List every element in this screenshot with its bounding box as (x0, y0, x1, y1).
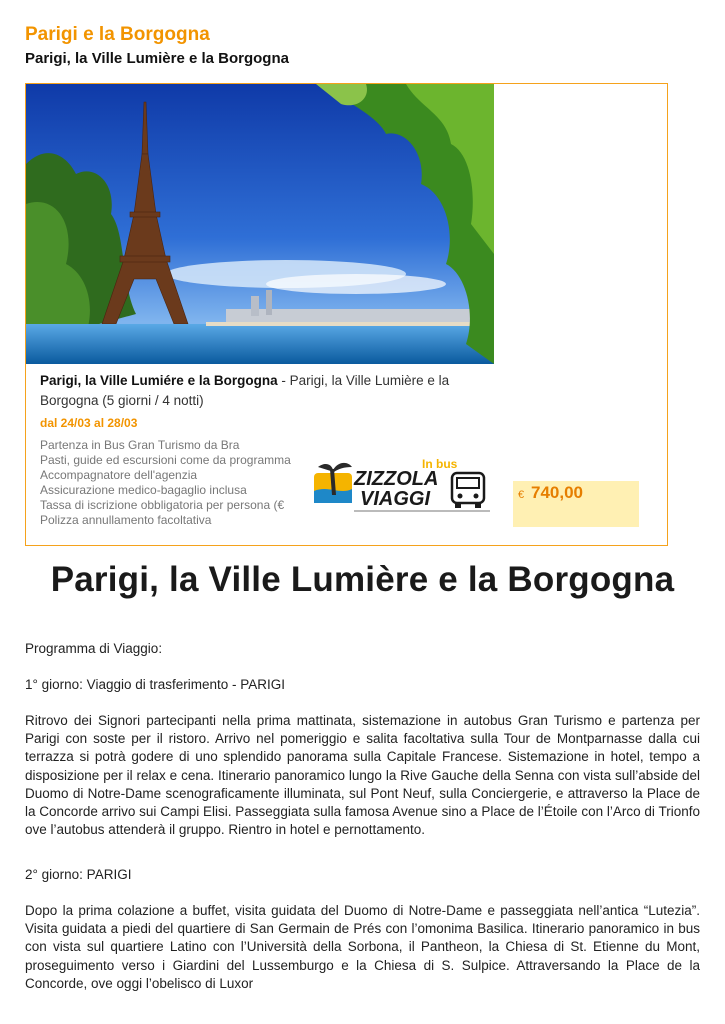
bus-icon (452, 473, 484, 508)
logo-tag: In bus (422, 457, 458, 471)
offer-name-link[interactable]: Parigi, la Ville Lumiére e la Borgogna (40, 373, 278, 388)
price-value: 740,00 (531, 483, 583, 502)
offer-dates: dal 24/03 al 28/03 (40, 416, 138, 430)
price-currency: € (518, 489, 525, 501)
offer-description (40, 371, 510, 411)
included-services-list (40, 438, 308, 528)
paragraph-programma: Programma di Viaggio: (25, 641, 163, 656)
paragraph-day2-body: Dopo la prima colazione a buffet, visita guidata del Duomo di Notre-Dame e passeggiata nell’antica “Lutezia”. Visita guidata a piedi del quartiere di San Germain de Prés con l’omonima Basilica. Itinerario panoramico in bus con vista sul quartiere Latino con l’Università della Sorbona, il Pantheon, la Chiesa di St. Etienne du Mont, proseguimento verso i Giardini del Lussemburgo e la Chiesa di S. Sulpice. Attraversando la Place de la Concorde, ove oggi l’obelisco di Luxor (25, 903, 700, 991)
zizzola-viaggi-logo (310, 455, 495, 517)
page-title: Parigi e la Borgogna (25, 24, 210, 45)
page-subtitle: Parigi, la Ville Lumière e la Borgogna (25, 50, 289, 67)
logo-line2: VIAGGI (360, 488, 431, 510)
list-item: Assicurazione medico-bagaglio inclusa (40, 483, 247, 497)
offer-name-rest: - Parigi, la Ville Lumière e la Borgogna (5 giorni / 4 notti) (40, 373, 450, 408)
article-heading: Parigi, la Ville Lumière e la Borgogna (50, 560, 675, 599)
list-item: Pasti, guide ed escursioni come da programma (40, 453, 291, 467)
logo-line1: ZIZZOLA (354, 468, 439, 490)
list-item: Partenza in Bus Gran Turismo da Bra (40, 438, 240, 452)
eiffel-tower-photo (26, 84, 494, 364)
list-item: Polizza annullamento facoltativa (40, 513, 212, 527)
paragraph-day1-title: 1° giorno: Viaggio di trasferimento - PARIGI (25, 677, 286, 692)
list-item: Accompagnatore dell'agenzia (40, 468, 198, 482)
list-item: Tassa di iscrizione obbligatoria per persona (€ (40, 498, 285, 512)
paragraph-day1-body: Ritrovo dei Signori partecipanti nella prima mattinata, sistemazione in autobus Gran Turismo e partenza per Parigi con soste per il ristoro. Arrivo nel pomeriggio e salita facoltativa sulla Tour de Montparnasse dalla cui terrazza si potrà godere di uno splendido panorama sulla Capitale Francese. Sistemazione in hotel, tempo a disposizione per il relax e cena. Itinerario panoramico lungo la Rive Gauche della Senna con vista sull’abside del Duomo di Notre-Dame scenograficamente illuminata, sul Pont Neuf, sulla Conciergerie, e attraverso la Place de la Concorde arrivo sui Campi Elisi. Passeggiata sulla famosa Avenue sino a Place de l’Étoile con l’Arco di Trionfo ove l’autobus attenderà il gruppo. Rientro in hotel e pernottamento. (25, 713, 700, 838)
paragraph-day2-title: 2° giorno: PARIGI (25, 867, 132, 882)
